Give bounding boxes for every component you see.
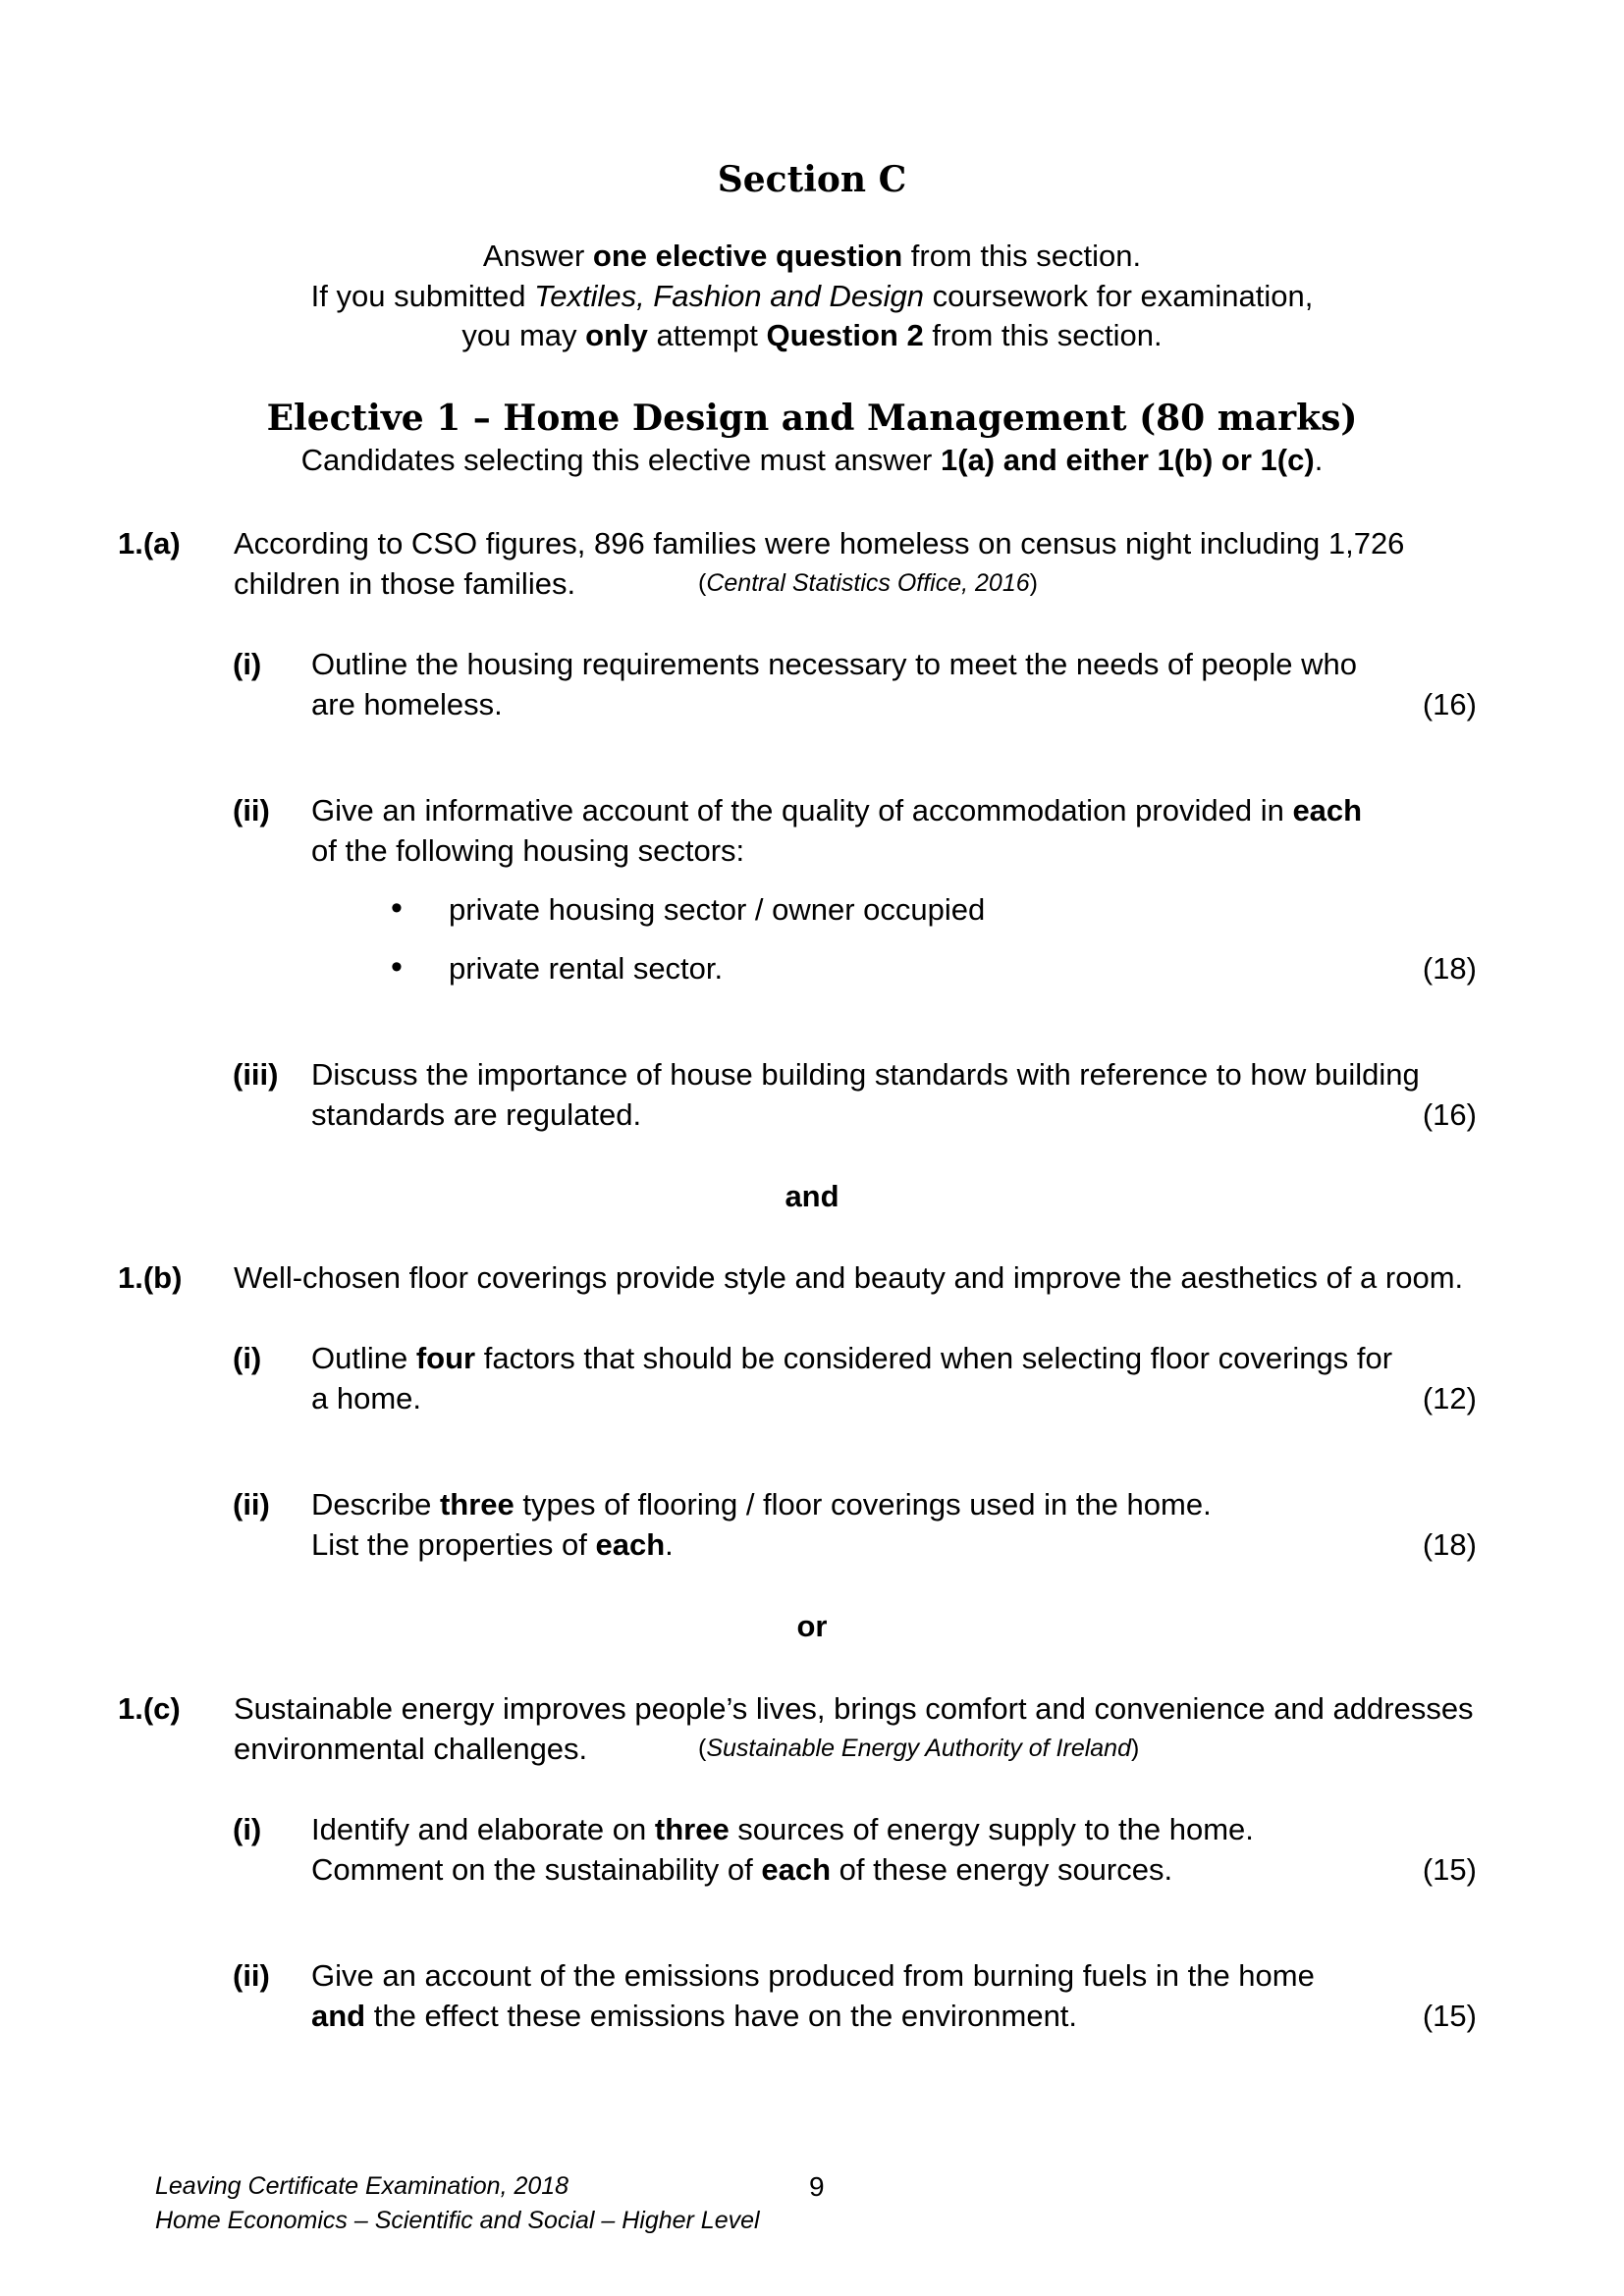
stem-text: environmental challenges. xyxy=(234,1732,588,1766)
footer-exam-line: Leaving Certificate Examination, 2018 xyxy=(155,2172,569,2200)
question-1b-stem: Well-chosen floor coverings provide style and beauty and improve the aesthetics of a room. xyxy=(234,1260,1464,1295)
part-label-1c-i: (i) xyxy=(233,1812,262,1846)
part-1b-ii-line-2 xyxy=(311,1524,674,1565)
part-1b-i-line-2: a home. xyxy=(311,1381,422,1415)
question-1c-stem-line-1: Sustainable energy improves people’s lives, brings comfort and convenience and addresses xyxy=(234,1691,1474,1726)
question-number-1c: 1.(c) xyxy=(118,1691,181,1726)
subtitle-text: . xyxy=(1314,443,1324,477)
marks-1c-ii: (15) xyxy=(1422,1999,1477,2033)
footer-subject-line: Home Economics – Scientific and Social – Higher Level xyxy=(155,2207,760,2234)
question-number-1b: 1.(b) xyxy=(118,1260,183,1295)
part-text: sources of energy supply to the home. xyxy=(729,1812,1254,1846)
subtitle-emphasis: 1(a) and either 1(b) or 1(c) xyxy=(941,443,1315,477)
part-emphasis: three xyxy=(439,1487,514,1522)
bullet-item: private housing sector / owner occupied xyxy=(449,892,986,927)
part-emphasis: each xyxy=(595,1527,666,1562)
part-1c-i-line-1 xyxy=(311,1809,1254,1849)
part-emphasis: and xyxy=(311,1999,366,2033)
intro-text: attempt xyxy=(647,318,767,352)
part-text: . xyxy=(665,1527,674,1562)
citation xyxy=(698,1729,1139,1769)
elective-subtitle xyxy=(0,440,1624,480)
part-1b-ii-line-1 xyxy=(311,1484,1212,1524)
part-1a-iii-line-1: Discuss the importance of house building standards with reference to how building xyxy=(311,1057,1420,1092)
part-label-1a-iii: (iii) xyxy=(233,1057,279,1092)
question-1a-stem-line-1: According to CSO figures, 896 families were homeless on census night including 1,726 xyxy=(234,526,1405,561)
part-text: List the properties of xyxy=(311,1527,596,1562)
marks-1a-ii: (18) xyxy=(1422,951,1477,986)
section-intro-line-1 xyxy=(0,236,1624,276)
subtitle-text: Candidates selecting this elective must answer xyxy=(300,443,941,477)
part-emphasis: each xyxy=(1292,793,1363,828)
intro-text: coursework for examination, xyxy=(924,279,1314,313)
part-label-1b-ii: (ii) xyxy=(233,1487,270,1522)
part-emphasis: four xyxy=(415,1341,476,1375)
part-text: Describe xyxy=(311,1487,440,1522)
intro-text: from this section. xyxy=(923,318,1163,352)
marks-1b-ii: (18) xyxy=(1422,1527,1477,1562)
intro-text: If you submitted xyxy=(310,279,535,313)
question-number-1a: 1.(a) xyxy=(118,526,181,561)
intro-text: Answer xyxy=(482,239,593,273)
bullet-icon: • xyxy=(391,948,403,986)
part-1b-i-line-1 xyxy=(311,1338,1392,1378)
part-1a-i-line-1: Outline the housing requirements necessary to meet the needs of people who xyxy=(311,647,1357,681)
citation-open: ( xyxy=(698,1735,707,1762)
marks-1a-i: (16) xyxy=(1422,687,1477,721)
part-text: Identify and elaborate on xyxy=(311,1812,655,1846)
section-title: Section C xyxy=(717,159,907,200)
part-text: of these energy sources. xyxy=(831,1852,1173,1887)
citation-source: Central Statistics Office, 2016 xyxy=(706,569,1030,597)
citation-open: ( xyxy=(698,569,707,597)
part-1a-ii-line-2: of the following housing sectors: xyxy=(311,833,745,868)
intro-emphasis: only xyxy=(585,318,648,352)
part-label-1b-i: (i) xyxy=(233,1341,262,1375)
part-1a-iii-line-2: standards are regulated. xyxy=(311,1097,642,1132)
section-intro-line-2 xyxy=(0,276,1624,316)
part-emphasis: three xyxy=(654,1812,730,1846)
part-text: the effect these emissions have on the environment. xyxy=(365,1999,1078,2033)
intro-italic: Textiles, Fashion and Design xyxy=(534,279,925,313)
bullet-item: private rental sector. xyxy=(449,951,724,986)
marks-1b-i: (12) xyxy=(1422,1381,1477,1415)
part-1c-ii-line-2 xyxy=(311,1996,1077,2036)
part-emphasis: each xyxy=(761,1852,832,1887)
part-label-1a-i: (i) xyxy=(233,647,262,681)
citation-close: ) xyxy=(1029,569,1038,597)
citation-close: ) xyxy=(1131,1735,1140,1762)
question-1a-stem-line-2 xyxy=(234,563,1038,604)
part-1a-ii-line-1 xyxy=(311,790,1362,830)
connector-or: or xyxy=(796,1609,828,1643)
question-1c-stem-line-2 xyxy=(234,1729,1140,1769)
intro-emphasis: Question 2 xyxy=(766,318,924,352)
part-label-1c-ii: (ii) xyxy=(233,1958,270,1993)
citation-source: Sustainable Energy Authority of Ireland xyxy=(706,1735,1131,1762)
part-text: types of flooring / floor coverings used in the home. xyxy=(514,1487,1212,1522)
marks-1c-i: (15) xyxy=(1422,1852,1477,1887)
intro-emphasis: one elective question xyxy=(592,239,903,273)
citation xyxy=(698,563,1038,604)
intro-text: from this section. xyxy=(902,239,1142,273)
elective-title: Elective 1 – Home Design and Management (80 marks) xyxy=(266,398,1358,439)
part-text: Comment on the sustainability of xyxy=(311,1852,762,1887)
part-label-1a-ii: (ii) xyxy=(233,793,270,828)
page-number: 9 xyxy=(809,2171,825,2202)
section-intro-line-3 xyxy=(0,315,1624,355)
connector-and: and xyxy=(785,1179,839,1213)
bullet-icon: • xyxy=(391,889,403,927)
part-text: factors that should be considered when selecting floor coverings for xyxy=(475,1341,1393,1375)
intro-text: you may xyxy=(461,318,586,352)
part-text: Outline xyxy=(311,1341,416,1375)
part-1a-i-line-2: are homeless. xyxy=(311,687,503,721)
part-text: Give an informative account of the quality of accommodation provided in xyxy=(311,793,1293,828)
marks-1a-iii: (16) xyxy=(1422,1097,1477,1132)
part-1c-ii-line-1: Give an account of the emissions produced from burning fuels in the home xyxy=(311,1958,1315,1993)
part-1c-i-line-2 xyxy=(311,1849,1172,1890)
stem-text: children in those families. xyxy=(234,566,576,601)
